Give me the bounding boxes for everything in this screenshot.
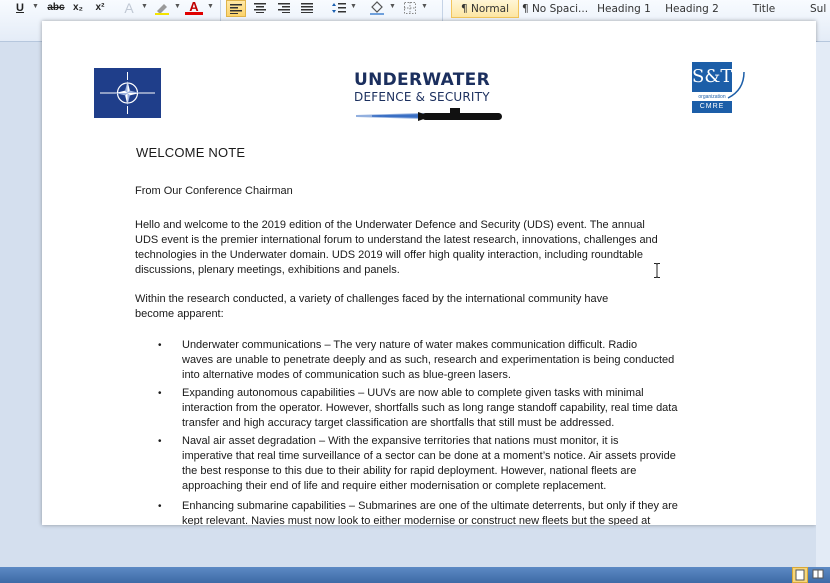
bullet-line: transfer and high accuracy target classification are shortfalls that still must be addressed. xyxy=(182,417,615,429)
highlight-dropdown-icon[interactable]: ▼ xyxy=(174,3,181,10)
bullet-line: the best response to this due to their ability for rapid deployment. However, national fleets are xyxy=(182,465,637,477)
cmre-logo-name: CMRE xyxy=(692,101,732,113)
paragraph-line: become apparent: xyxy=(135,308,224,320)
cmre-logo xyxy=(692,62,747,122)
bullet-line: Expanding autonomous capabilities – UUVs are now able to complete given tasks with minimal xyxy=(182,387,644,399)
full-screen-reading-icon xyxy=(811,567,825,581)
nato-logo xyxy=(94,68,161,118)
bullet-item xyxy=(182,386,727,431)
uds-logo-subtitle: DEFENCE & SECURITY xyxy=(354,90,490,104)
style-heading-1[interactable]: Heading 1 xyxy=(597,3,651,15)
nato-compass-icon xyxy=(94,68,161,118)
cmre-logo-subtext: organization xyxy=(698,94,726,100)
borders-dropdown-icon[interactable]: ▼ xyxy=(421,3,428,10)
bullet-glyph: • xyxy=(158,436,162,447)
bullet-item xyxy=(182,338,727,383)
bullet-line: Naval air asset degradation – With the expansive territories that nations must monitor, it is xyxy=(182,435,619,447)
align-right-icon xyxy=(278,3,290,13)
shading-button[interactable] xyxy=(368,0,386,15)
justify-button[interactable] xyxy=(299,0,315,15)
style-no-spacing[interactable]: ¶ No Spaci... xyxy=(521,3,589,15)
bullet-item xyxy=(182,434,727,494)
paragraph-line: technologies in the Underwater domain. UDS 2019 will offer high quality interaction, including roundtable xyxy=(135,249,643,261)
underline-button[interactable]: U xyxy=(16,1,24,14)
submarine-icon xyxy=(352,106,508,126)
bullet-glyph: • xyxy=(158,388,162,399)
uds-logo-title: UNDERWATER xyxy=(354,70,490,90)
borders-button[interactable] xyxy=(402,0,418,15)
bullet-line: approaching their end of life and require either modernisation or complete replacement. xyxy=(182,480,607,492)
bullet-line: into alternative modes of communication such as blue-green lasers. xyxy=(182,369,511,381)
line-spacing-icon xyxy=(332,2,346,14)
bullet-line: imperative that real time surveillance of a sector can be done at a moment’s notice. Air assets provide xyxy=(182,450,676,462)
paragraph-line: Within the research conducted, a variety of challenges faced by the international community have xyxy=(135,293,609,305)
font-color-button[interactable]: A xyxy=(185,0,203,15)
line-spacing-button[interactable] xyxy=(330,0,348,15)
text-effects-button[interactable]: A xyxy=(124,0,134,16)
line-spacing-dropdown-icon[interactable]: ▼ xyxy=(350,3,357,10)
bullet-line: waves are unable to penetrate deeply and as such, research and experimentation is being conducted xyxy=(182,354,675,366)
align-right-button[interactable] xyxy=(276,0,292,15)
paragraph-line: discussions, plenary meetings, exhibitions and panels. xyxy=(135,264,400,276)
text-effects-dropdown-icon[interactable]: ▼ xyxy=(141,3,148,10)
bullet-line: interaction from the operator. However, shortfalls such as long range standoff capability, real time data xyxy=(182,402,678,414)
paragraph-line: Hello and welcome to the 2019 edition of the Underwater Defence and Security (UDS) event. The annual xyxy=(135,219,645,231)
borders-icon xyxy=(404,2,416,14)
status-bar xyxy=(0,567,830,583)
document-page[interactable] xyxy=(42,21,816,525)
strikethrough-button[interactable]: abc xyxy=(47,2,65,13)
right-margin-area xyxy=(816,42,830,567)
bullet-item xyxy=(182,499,727,525)
shading-dropdown-icon[interactable]: ▼ xyxy=(389,3,396,10)
challenges-paragraph xyxy=(135,292,695,322)
highlight-button[interactable] xyxy=(153,0,171,15)
font-color-dropdown-icon[interactable]: ▼ xyxy=(207,3,214,10)
from-line: From Our Conference Chairman xyxy=(135,185,293,197)
underline-dropdown-icon[interactable]: ▼ xyxy=(32,3,39,10)
align-center-icon xyxy=(254,3,266,13)
bullet-line: kept relevant. Navies must now look to either modernise or construct new fleets but the speed at xyxy=(182,515,651,525)
style-heading-2[interactable]: Heading 2 xyxy=(665,3,719,15)
bullet-glyph: • xyxy=(158,501,162,512)
align-center-button[interactable] xyxy=(252,0,268,15)
paragraph-line: UDS event is the premier international forum to understand the latest research, innovations, challenges and xyxy=(135,234,658,246)
intro-paragraph xyxy=(135,218,725,278)
paint-bucket-icon xyxy=(369,1,385,15)
bullet-glyph: • xyxy=(158,340,162,351)
welcome-heading: WELCOME NOTE xyxy=(136,145,246,160)
style-title[interactable]: Title xyxy=(752,3,776,15)
style-normal[interactable]: ¶ Normal xyxy=(451,0,519,18)
uds-logo xyxy=(352,68,508,124)
subscript-button[interactable]: x₂ xyxy=(72,2,83,13)
text-cursor-icon xyxy=(654,263,660,278)
justify-icon xyxy=(301,3,313,13)
cmre-logo-mark: S&T xyxy=(692,62,732,92)
print-layout-icon xyxy=(793,568,807,582)
highlighter-icon xyxy=(154,1,170,15)
style-subtitle[interactable]: Sul xyxy=(810,3,827,15)
print-layout-view-button[interactable] xyxy=(792,567,808,583)
bullet-line: Underwater communications – The very nature of water makes communication difficult. Radio xyxy=(182,339,638,351)
full-screen-view-button[interactable] xyxy=(811,567,827,583)
superscript-button[interactable]: x² xyxy=(95,2,105,13)
bullet-line: Enhancing submarine capabilities – Submarines are one of the ultimate deterrents, but only if they are xyxy=(182,500,678,512)
align-left-button[interactable] xyxy=(226,0,246,17)
align-left-icon xyxy=(230,4,242,14)
